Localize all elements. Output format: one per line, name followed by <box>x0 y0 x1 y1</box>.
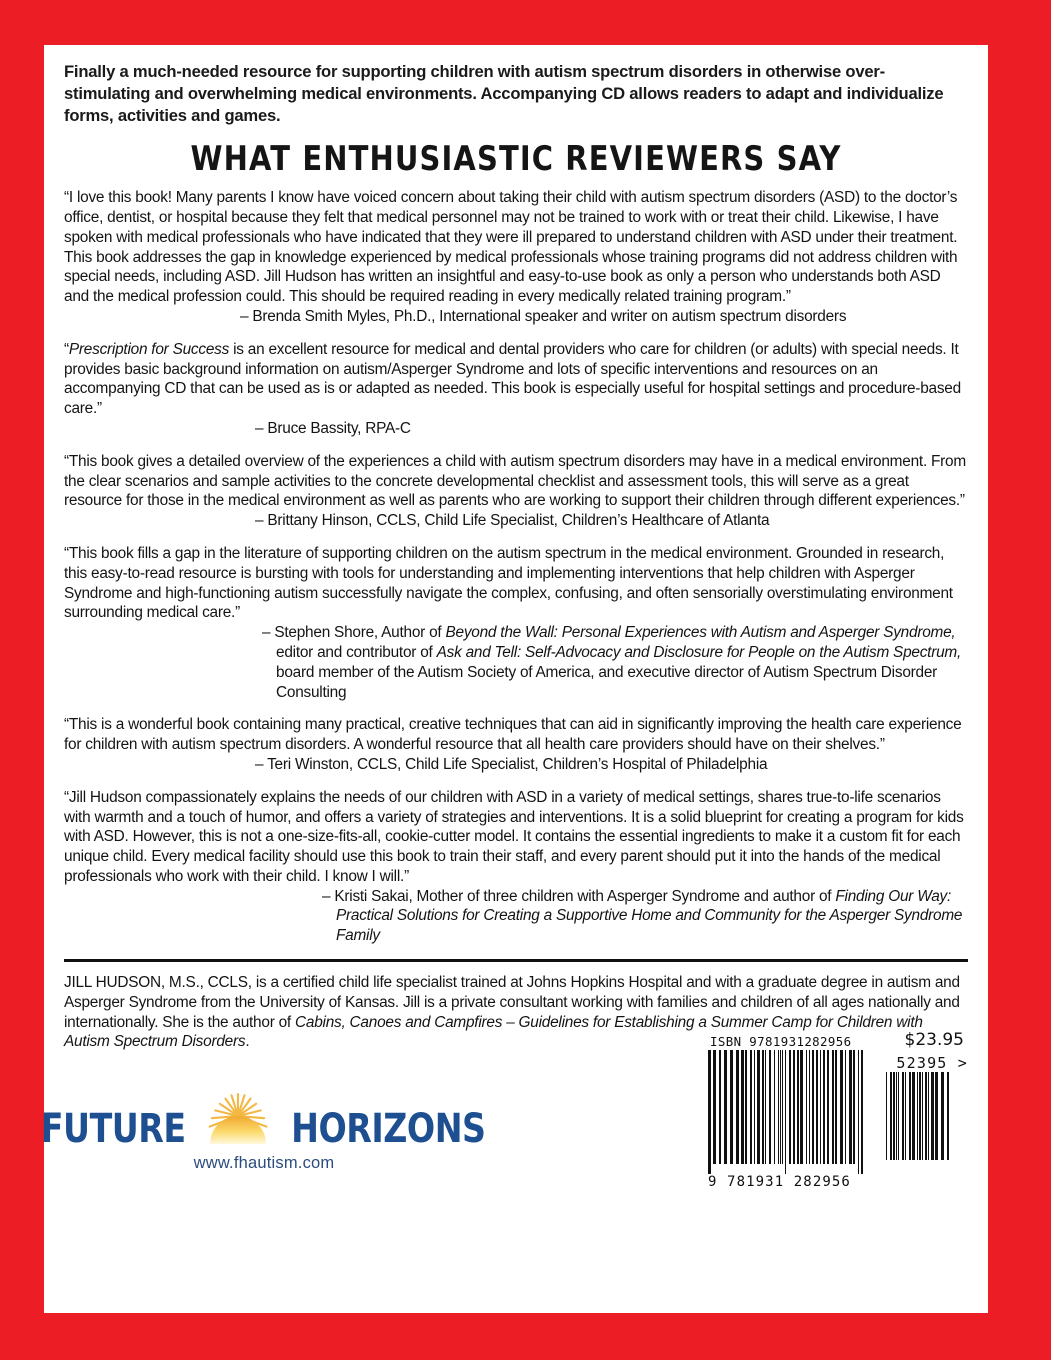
logo-row <box>41 1088 486 1153</box>
intro-blurb: Finally a much-needed resource for supporting children with autism spectrum disorders in otherwise over-stimulating and overwhelming medical environments. Accompanying CD allows readers to adapt and individualize forms, activities and games. <box>64 62 944 126</box>
price-addon-number: 52395 > <box>896 1054 968 1073</box>
review-item <box>64 788 968 946</box>
review-attribution: – Teri Winston, CCLS, Child Life Specialist, Children’s Hospital of Philadelphia <box>255 755 768 773</box>
review-attribution: – Kristi Sakai, Mother of three children with Asperger Syndrome and author of Finding Our Way: Practical Solutions for Creating a Supportive Home and Community for the Asperger Syndrome Family <box>322 887 963 945</box>
review-item <box>64 340 968 439</box>
review-item <box>64 544 968 702</box>
review-attribution: – Brittany Hinson, CCLS, Child Life Specialist, Children’s Healthcare of Atlanta <box>255 512 770 530</box>
review-item <box>64 715 968 774</box>
review-body: “Jill Hudson compassionately explains the needs of our children with ASD in a variety of medical settings, shares true-to-life scenarios with warmth and a touch of humor, and offers a variety of strategies and interventions. It is a solid blueprint for creating a program for kids with ASD. However, this is not a one-size-fits-all, cookie-cutter model. It contains the essential ingredients to make it a custom fit for each unique child. Every medical facility should use this book to train their staff, and every parent should put it into the hands of the medical professionals who work with their child. I know I will.” <box>64 788 964 885</box>
review-item <box>64 452 968 531</box>
white-content-panel <box>41 45 988 1313</box>
review-body: “I love this book! Many parents I know have voiced concern about taking their child with autism spectrum disorders (ASD) to the doctor’s office, dentist, or hospital because they felt that medical personnel may not be trained to work with or treat their child. Likewise, I have spoken with medical professionals who have indicated that they were ill prepared to understand children with ASD under their treatment. This book addresses the gap in knowledge experienced by medical professionals whose training programs did not address children with special needs, including ASD. Jill Hudson has written an insightful and easy-to-use book as only a person who understands both ASD and the medical profession could. This should be required reading in every medically related training program.” <box>64 189 958 306</box>
logo-word-horizons: HORIZONS <box>291 1106 486 1153</box>
review-body: “Prescription for Success is an excellent resource for medical and dental providers who care for children (or adults) with special needs. It provides basic background information on autism/Asperger Syndrome and lots of specific interventions and resources on an accompanying CD that can be used as is or adapted as needed. This book is especially useful for hospital settings and procedure-based care.” <box>64 340 961 418</box>
section-divider <box>64 959 968 962</box>
author-bio: JILL HUDSON, M.S., CCLS, is a certified child life specialist trained at Johns Hopkins Hospital and with a graduate degree in autism and Asperger Syndrome from the University of Kansas. Jill is a private consultant working with families and children of all ages nationally and internationally. She is the author of Cabins, Canoes and Campfires – Guidelines for Establishing a Summer Camp for Children with Autism Spectrum Disorders. <box>64 974 960 1051</box>
review-attribution: – Bruce Bassity, RPA-C <box>255 419 411 437</box>
isbn-barcode <box>708 1050 863 1174</box>
price-label: $23.95 <box>904 1030 964 1051</box>
price-addon-barcode <box>886 1072 952 1160</box>
section-heading: WHAT ENTHUSIASTIC REVIEWERS SAY <box>190 138 842 179</box>
publisher-logo[interactable] <box>41 1088 486 1173</box>
barcode-digits: 9 781931 282956 <box>708 1174 851 1191</box>
logo-word-future: FUTURE <box>41 1106 187 1153</box>
reviews-list <box>62 188 970 946</box>
review-body: “This is a wonderful book containing many practical, creative techniques that can aid in significantly improving the health care experience for children with autism spectrum disorders. A wonderful resource that all health care providers should have on their shelves.” <box>64 716 962 754</box>
publisher-website-link[interactable]: www.fhautism.com <box>193 1154 335 1173</box>
review-body: “This book gives a detailed overview of the experiences a child with autism spectrum disorders may have in a medical environment. From the clear scenarios and sample activities to the concrete developmental checklist and assessment tools, this will serve as a great resource for those in the medical environment as well as parents who are working to support their children through different experiences.” <box>64 452 966 510</box>
review-item <box>64 188 968 327</box>
review-body: “This book fills a gap in the literature of supporting children on the autism spectrum in the medical environment. Grounded in research, this easy-to-read resource is bursting with tools for understanding and implementing interventions that help children with Asperger Syndrome and high-functioning autism successfully navigate the complex, confusing, and often sensorially overstimulating environment surrounding medical care.” <box>64 544 953 622</box>
isbn-label: ISBN 9781931282956 <box>710 1034 852 1050</box>
sunrise-icon <box>192 1092 284 1152</box>
footer <box>41 1030 970 1226</box>
review-attribution: – Brenda Smith Myles, Ph.D., International speaker and writer on autism spectrum disorders <box>240 307 847 325</box>
review-attribution: – Stephen Shore, Author of Beyond the Wall: Personal Experiences with Autism and Asperger Syndrome, editor and contributor of Ask and Tell: Self-Advocacy and Disclosure for People on the Autism Spectrum, board member of the Autism Society of America, and executive director of Autism Spectrum Disorder Consulting <box>262 624 962 701</box>
barcode-area <box>708 1030 970 1209</box>
